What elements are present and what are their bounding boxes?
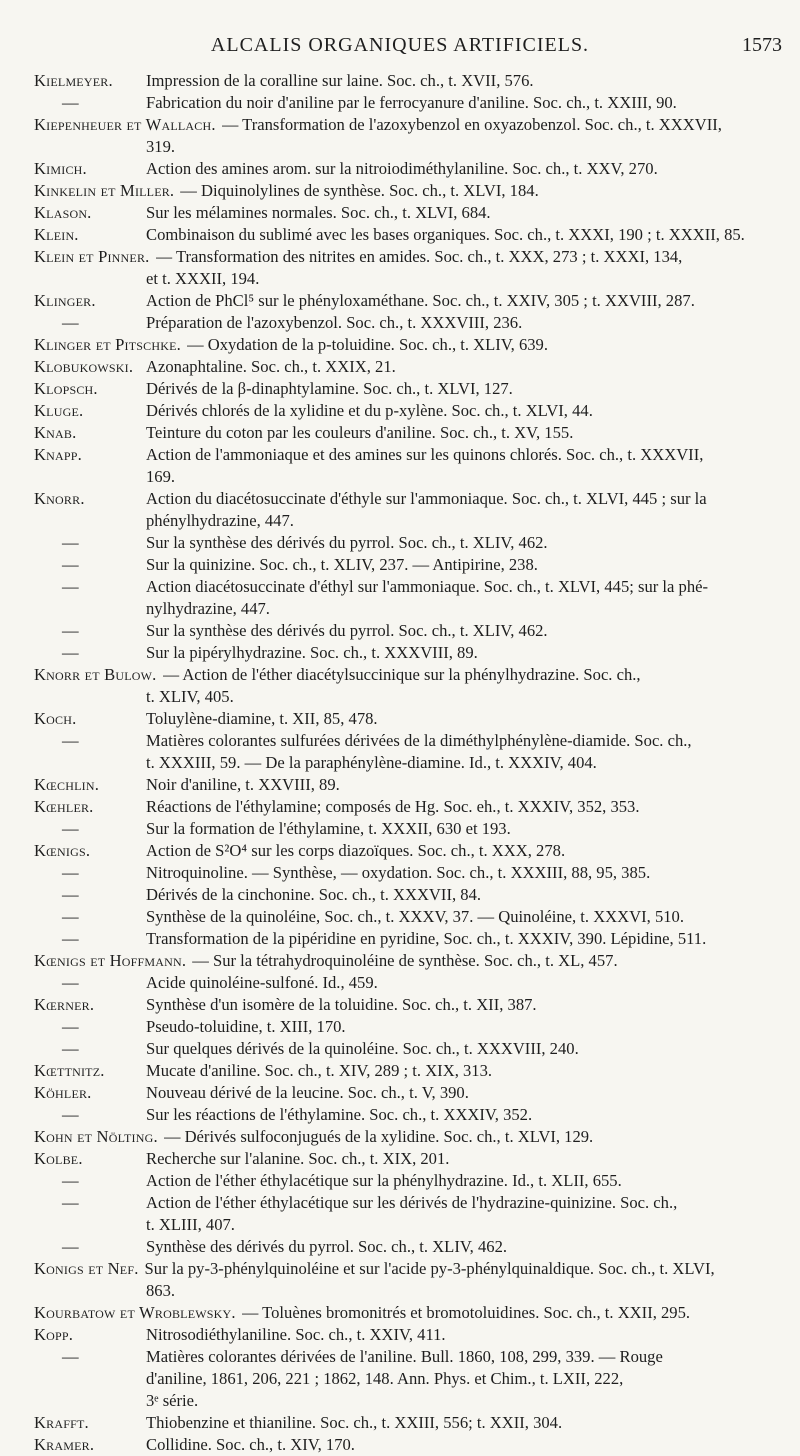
author-name: Köhler. [34,1083,92,1102]
ditto-dash: — [62,929,79,948]
entry-text: Synthèse de la quinoléine, Soc. ch., t. XXXV, 37. — Quinoléine, t. XXXVI, 510. [146,907,684,926]
entry-text-continuation: phénylhydrazine, 447. [146,511,294,530]
bibliography-entry [0,554,800,576]
entry-text: — Oxydation de la p-toluidine. Soc. ch., t. XLIV, 639. [186,335,549,354]
bibliography-entry [0,1324,800,1346]
entry-text: Synthèse d'un isomère de la toluidine. Soc. ch., t. XII, 387. [146,995,537,1014]
bibliography-entry [0,1148,800,1170]
bibliography-entry [0,642,800,664]
ditto-dash: — [62,731,79,750]
bibliography-entry [0,290,800,312]
entry-text: Combinaison du sublimé avec les bases organiques. Soc. ch., t. XXXI, 190 ; t. XXXII, 85. [146,225,745,244]
entry-text: — Sur la tétrahydroquinoléine de synthèse. Soc. ch., t. XL, 457. [192,951,618,970]
author-name: Kielmeyer. [34,71,113,90]
author-name: Kolbe. [34,1149,83,1168]
author-name: Kourbatow et Wroblewsky. [34,1303,236,1322]
entry-text: Sur les mélamines normales. Soc. ch., t. XLVI, 684. [146,203,491,222]
bibliography-entry [0,532,800,554]
bibliography-entry [0,1016,800,1038]
author-name: Klobukowski. [34,357,134,376]
author-name: Krafft. [34,1413,89,1432]
bibliography-entry [0,1082,800,1104]
bibliography-entry [0,202,800,224]
bibliography-entry [0,1104,800,1126]
author-name: Knab. [34,423,77,442]
entry-text: Action de S²O⁴ sur les corps diazoïques. Soc. ch., t. XXX, 278. [146,841,566,860]
page-number: 1573 [742,34,782,56]
bibliography-entry [0,246,800,290]
entry-text: — Diquinolylines de synthèse. Soc. ch., t. XLVI, 184. [180,181,539,200]
entry-text: Nouveau dérivé de la leucine. Soc. ch., t. V, 390. [146,1083,469,1102]
bibliography-entry [0,664,800,708]
bibliography-entry [0,378,800,400]
entry-text: — Dérivés sulfoconjugués de la xylidine. Soc. ch., t. XLVI, 129. [163,1127,594,1146]
entry-text: Matières colorantes dérivées de l'aniline. Bull. 1860, 108, 299, 339. — Rouge [146,1347,663,1366]
entry-text: — Action de l'éther diacétylsuccinique sur la phénylhydrazine. Soc. ch., [162,665,641,684]
entry-text: — Toluènes bromonitrés et bromotoluidines. Soc. ch., t. XXII, 295. [241,1303,691,1322]
author-name: Kramer. [34,1435,95,1454]
ditto-dash: — [62,555,79,574]
bibliography-entry [0,1434,800,1456]
bibliography-entry [0,70,800,92]
ditto-dash: — [62,93,79,112]
entry-text: Nitroquinoline. — Synthèse, — oxydation. Soc. ch., t. XXXIII, 88, 95, 385. [146,863,651,882]
entry-text: Pseudo-toluidine, t. XIII, 170. [146,1017,346,1036]
entry-text: Toluylène-diamine, t. XII, 85, 478. [146,709,378,728]
ditto-dash: — [62,1237,79,1256]
bibliography-entry [0,180,800,202]
bibliography-entry [0,114,800,158]
bibliography-entry [0,906,800,928]
bibliography-entry [0,224,800,246]
bibliography-entry [0,1060,800,1082]
bibliography-entry [0,1258,800,1302]
bibliography-entry [0,1346,800,1412]
author-name: Kœnigs. [34,841,91,860]
entry-text-continuation: 319. [146,137,176,156]
ditto-dash: — [62,907,79,926]
page-title: ALCALIS ORGANIQUES ARTIFICIELS. [210,34,590,56]
entry-text: Sur la synthèse des dérivés du pyrrol. Soc. ch., t. XLIV, 462. [146,621,548,640]
ditto-dash: — [62,1347,79,1366]
bibliography-entry [0,1302,800,1324]
ditto-dash: — [62,1171,79,1190]
entry-text: Collidine. Soc. ch., t. XIV, 170. [146,1435,355,1454]
author-name: Klinger. [34,291,96,310]
author-name: Klinger et Pitschke. [34,335,181,354]
bibliography-entry [0,708,800,730]
entry-text: Matières colorantes sulfurées dérivées de la diméthylphénylène-diamide. Soc. ch., [146,731,692,750]
author-name: Kluge. [34,401,84,420]
entry-text: Sur les réactions de l'éthylamine. Soc. ch., t. XXXIV, 352. [146,1105,533,1124]
bibliography-entry [0,862,800,884]
entry-text-continuation: t. XLIV, 405. [146,687,234,706]
entry-text: — Transformation de l'azoxybenzol en oxyazobenzol. Soc. ch., t. XXXVII, [221,115,722,134]
entry-text: Acide quinoléine-sulfoné. Id., 459. [146,973,378,992]
bibliography-entry [0,796,800,818]
entry-text: Action des amines arom. sur la nitroiodiméthylaniline. Soc. ch., t. XXV, 270. [146,159,658,178]
entry-text: Recherche sur l'alanine. Soc. ch., t. XIX, 201. [146,1149,450,1168]
bibliography-entry [0,884,800,906]
bibliography-entry [0,576,800,620]
author-name: Kopp. [34,1325,74,1344]
ditto-dash: — [62,1017,79,1036]
author-name: Kœhler. [34,797,94,816]
entry-text: Impression de la coralline sur laine. Soc. ch., t. XVII, 576. [146,71,534,90]
ditto-dash: — [62,577,79,596]
bibliography-entry [0,928,800,950]
bibliography-entry [0,158,800,180]
bibliography-entry [0,334,800,356]
bibliography-entry [0,400,800,422]
bibliography-entry [0,488,800,532]
bibliography-entry [0,994,800,1016]
entry-text-continuation: 169. [146,467,176,486]
entry-text-continuation: t. XLIII, 407. [146,1215,235,1234]
entry-text: Sur la pipérylhydrazine. Soc. ch., t. XXXVIII, 89. [146,643,478,662]
entry-text: Noir d'aniline, t. XXVIII, 89. [146,775,340,794]
entry-text-continuation: d'aniline, 1861, 206, 221 ; 1862, 148. Ann. Phys. et Chim., t. LXII, 222, [146,1369,624,1388]
bibliography-entry [0,840,800,862]
author-name: Kœchlin. [34,775,100,794]
entry-text: Fabrication du noir d'aniline par le ferrocyanure d'aniline. Soc. ch., t. XXIII, 90. [146,93,677,112]
entry-text: Azonaphtaline. Soc. ch., t. XXIX, 21. [146,357,396,376]
entry-text: Sur la synthèse des dérivés du pyrrol. Soc. ch., t. XLIV, 462. [146,533,548,552]
entry-text: Réactions de l'éthylamine; composés de Hg. Soc. eh., t. XXXIV, 352, 353. [146,797,640,816]
author-name: Kœttnitz. [34,1061,105,1080]
entry-text: Dérivés chlorés de la xylidine et du p-xylène. Soc. ch., t. XLVI, 44. [146,401,593,420]
entry-text: — Transformation des nitrites en amides. Soc. ch., t. XXX, 273 ; t. XXXI, 134, [155,247,683,266]
bibliography-entry [0,774,800,796]
bibliography-entry [0,422,800,444]
ditto-dash: — [62,885,79,904]
author-name: Klopsch. [34,379,98,398]
bibliography-entry [0,1126,800,1148]
entry-text-continuation: 863. [146,1281,176,1300]
entry-text: Sur la quinizine. Soc. ch., t. XLIV, 237. — Antipirine, 238. [146,555,538,574]
bibliography-entry [0,1412,800,1434]
entry-text: Action du diacétosuccinate d'éthyle sur l'ammoniaque. Soc. ch., t. XLVI, 445 ; sur la [146,489,707,508]
author-name: Kohn et Nölting. [34,1127,158,1146]
entry-text: Nitrosodiéthylaniline. Soc. ch., t. XXIV, 411. [146,1325,446,1344]
bibliography-entry [0,950,800,972]
ditto-dash: — [62,863,79,882]
entry-text: Thiobenzine et thianiline. Soc. ch., t. XXIII, 556; t. XXII, 304. [146,1413,563,1432]
ditto-dash: — [62,973,79,992]
author-name: Knorr et Bulow. [34,665,157,684]
bibliography-entry [0,818,800,840]
bibliography-entry [0,92,800,114]
entry-text: Sur quelques dérivés de la quinoléine. Soc. ch., t. XXXVIII, 240. [146,1039,579,1058]
author-name: Klein et Pinner. [34,247,150,266]
author-name: Klein. [34,225,79,244]
ditto-dash: — [62,643,79,662]
bibliography-entry [0,1170,800,1192]
author-name: Koch. [34,709,77,728]
ditto-dash: — [62,533,79,552]
entry-text-continuation: t. XXXIII, 59. — De la paraphénylène-diamine. Id., t. XXXIV, 404. [146,753,597,772]
entry-text: Teinture du coton par les couleurs d'aniline. Soc. ch., t. XV, 155. [146,423,574,442]
bibliography-entry [0,1038,800,1060]
bibliography-entry [0,1192,800,1236]
entry-text: Action de l'éther éthylacétique sur les dérivés de l'hydrazine-quinizine. Soc. ch., [146,1193,678,1212]
entry-text: Action de l'ammoniaque et des amines sur les quinons chlorés. Soc. ch., t. XXXVII, [146,445,704,464]
bibliography-entry [0,972,800,994]
entry-text-continuation: et t. XXXII, 194. [146,269,260,288]
ditto-dash: — [62,819,79,838]
entry-text: Action de l'éther éthylacétique sur la phénylhydrazine. Id., t. XLII, 655. [146,1171,622,1190]
bibliography-entry [0,312,800,334]
author-name: Kimich. [34,159,87,178]
ditto-dash: — [62,1105,79,1124]
author-name: Kiepenheuer et Wallach. [34,115,216,134]
entry-text: Action diacétosuccinate d'éthyl sur l'ammoniaque. Soc. ch., t. XLVI, 445; sur la phé- [146,577,709,596]
bibliography-list [0,70,800,1456]
author-name: Kœrner. [34,995,95,1014]
author-name: Kœnigs et Hoffmann. [34,951,187,970]
entry-text-continuation: 3ᵉ série. [146,1391,199,1410]
entry-text: Sur la formation de l'éthylamine, t. XXXII, 630 et 193. [146,819,511,838]
entry-text: Préparation de l'azoxybenzol. Soc. ch., t. XXXVIII, 236. [146,313,523,332]
bibliography-entry [0,444,800,488]
entry-text: Dérivés de la β-dinaphtylamine. Soc. ch., t. XLVI, 127. [146,379,513,398]
entry-text-continuation: nylhydrazine, 447. [146,599,270,618]
page-header [0,34,800,64]
entry-text: Dérivés de la cinchonine. Soc. ch., t. XXXVII, 84. [146,885,482,904]
author-name: Klason. [34,203,92,222]
bibliography-entry [0,1236,800,1258]
bibliography-entry [0,356,800,378]
entry-text: Mucate d'aniline. Soc. ch., t. XIV, 289 ; t. XIX, 313. [146,1061,493,1080]
entry-text: Action de PhCl⁵ sur le phényloxaméthane. Soc. ch., t. XXIV, 305 ; t. XXVIII, 287. [146,291,695,310]
bibliography-entry [0,730,800,774]
author-name: Knorr. [34,489,85,508]
entry-text: Transformation de la pipéridine en pyridine, Soc. ch., t. XXXIV, 390. Lépidine, 511. [146,929,707,948]
ditto-dash: — [62,621,79,640]
author-name: Knapp. [34,445,83,464]
ditto-dash: — [62,313,79,332]
entry-text: Sur la py-3-phénylquinoléine et sur l'acide py-3-phénylquinaldique. Soc. ch., t. XLVI, [144,1259,715,1278]
bibliography-entry [0,620,800,642]
ditto-dash: — [62,1039,79,1058]
ditto-dash: — [62,1193,79,1212]
entry-text: Synthèse des dérivés du pyrrol. Soc. ch., t. XLIV, 462. [146,1237,508,1256]
author-name: Kinkelin et Miller. [34,181,175,200]
author-name: Konigs et Nef. [34,1259,139,1278]
